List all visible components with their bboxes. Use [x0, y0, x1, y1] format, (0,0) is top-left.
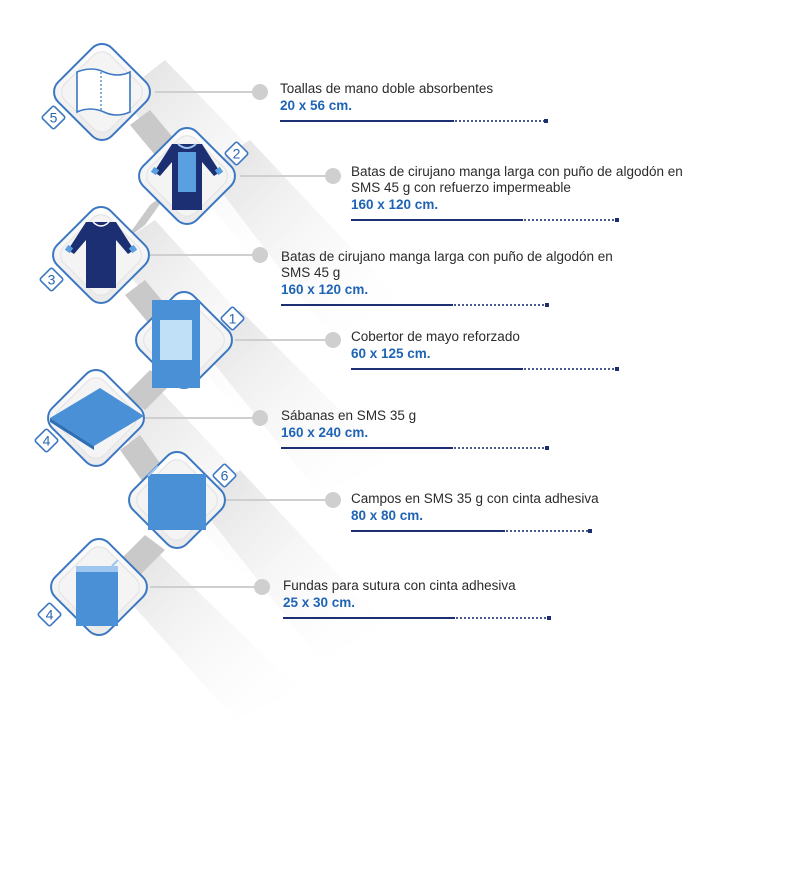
item-description: Batas de cirujano manga larga con puño de algodón en SMS 45 g [281, 249, 613, 280]
item-label-reinforced-gown [351, 164, 711, 221]
towel-icon [77, 69, 130, 115]
item-description: Cobertor de mayo reforzado [351, 329, 520, 344]
item-divider [351, 368, 651, 370]
item-divider [280, 120, 580, 122]
item-size: 25 x 30 cm. [283, 595, 356, 610]
mayo-cover-icon [152, 300, 200, 388]
item-label-suture-cover [283, 578, 603, 619]
item-description: Fundas para sutura con cinta adhesiva [283, 578, 516, 593]
item-description: Campos en SMS 35 g con cinta adhesiva [351, 491, 599, 506]
item-number: 5 [49, 109, 58, 126]
item-size: 160 x 120 cm. [351, 197, 439, 212]
item-size: 160 x 240 cm. [281, 425, 369, 440]
item-number: 2 [232, 145, 241, 162]
item-size: 20 x 56 cm. [280, 98, 353, 113]
item-label-mayo-cover [351, 329, 651, 370]
item-number: 1 [228, 310, 237, 327]
item-label-drape [351, 491, 671, 532]
item-number: 4 [45, 606, 54, 623]
item-description: Sábanas en SMS 35 g [281, 408, 417, 423]
item-divider [351, 219, 711, 221]
item-divider [281, 447, 581, 449]
drape-icon [148, 466, 206, 530]
item-size: 60 x 125 cm. [351, 346, 431, 361]
item-label-towel [280, 81, 580, 122]
item-size: 80 x 80 cm. [351, 508, 424, 523]
item-divider [351, 530, 671, 532]
item-label-sheet [281, 408, 581, 449]
item-number: 6 [220, 467, 229, 484]
item-label-gown [281, 249, 641, 306]
suture-cover-icon [76, 560, 118, 626]
item-description: Toallas de mano doble absorbentes [280, 81, 494, 96]
item-size: 160 x 120 cm. [281, 282, 369, 297]
item-number: 3 [47, 271, 56, 288]
item-description: Batas de cirujano manga larga con puño de algodón en SMS 45 g con refuerzo impermeable [351, 164, 683, 195]
item-divider [283, 617, 603, 619]
item-divider [281, 304, 641, 306]
item-number: 4 [42, 432, 51, 449]
